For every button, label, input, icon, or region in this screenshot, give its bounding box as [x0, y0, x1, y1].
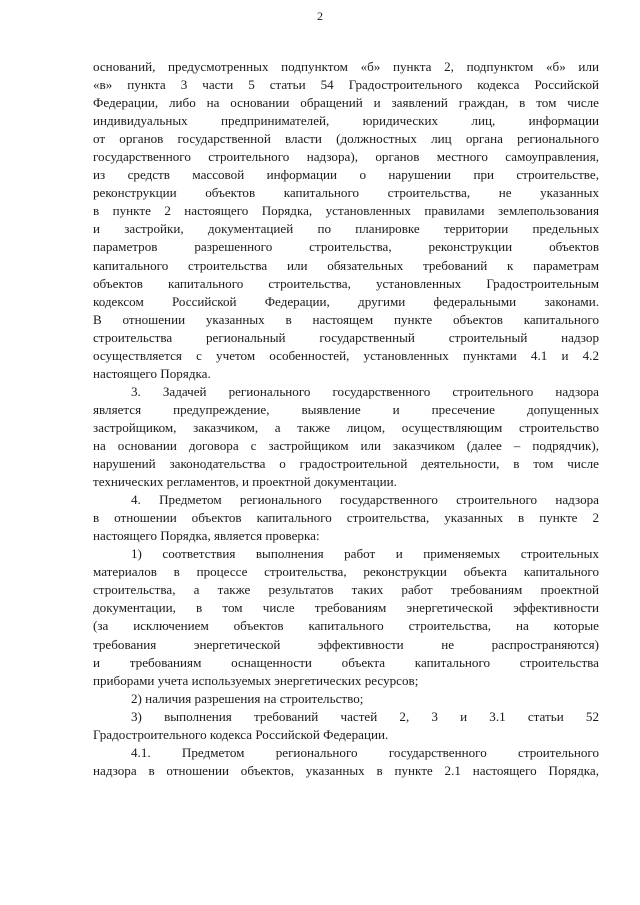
text-line: «в» пункта 3 части 5 статьи 54 Градостроительного кодекса Российской — [93, 77, 599, 93]
text-line: в пункте 2 настоящего Порядка, установленных правилами землепользования — [93, 203, 599, 219]
text-line: технических регламентов, и проектной документации. — [93, 474, 397, 490]
document-body — [93, 58, 599, 780]
text-line: капитального строительства или обязательных требований к параметрам — [93, 257, 599, 273]
text-line: 4. Предметом регионального государственного строительного надзора — [131, 492, 599, 508]
text-line: оснований, предусмотренных подпунктом «б» пункта 2, подпунктом «б» или — [93, 59, 599, 74]
text-line: индивидуальных предпринимателей, юридических лиц, информации — [93, 113, 599, 129]
text-line: (за исключением объектов капитального строительства, на которые — [93, 618, 599, 634]
text-line: 3. Задачей регионального государственного строительного надзора — [131, 383, 599, 399]
text-line: 2) наличия разрешения на строительство; — [131, 690, 364, 706]
text-line: и застройки, документацией по планировке территории предельных — [93, 221, 599, 237]
text-line: параметров разрешенного строительства, реконструкции объектов — [93, 239, 599, 255]
text-line: 1) соответствия выполнения работ и применяемых строительных — [131, 546, 599, 562]
text-line: Градостроительного кодекса Российской Федерации. — [93, 726, 389, 742]
text-line: и требованиям оснащенности объекта капитального строительства — [93, 654, 599, 670]
text-line: требования энергетической эффективности не распространяются) — [93, 636, 599, 652]
text-line: строительства региональный государственный строительный надзор — [93, 329, 599, 345]
text-line: объектов капитального строительства, установленных Градостроительным — [93, 275, 599, 291]
text-line: 4.1. Предметом регионального государственного строительного — [131, 744, 599, 760]
text-line: 3) выполнения требований частей 2, 3 и 3.1 статьи 52 — [131, 708, 599, 724]
text-line: приборами учета используемых энергетических ресурсов; — [93, 672, 419, 688]
text-line: является предупреждение, выявление и пресечение допущенных — [93, 401, 599, 417]
text-line: осуществляется с учетом особенностей, установленных пунктами 4.1 и 4.2 — [93, 347, 599, 363]
text-line: надзора в отношении объектов, указанных в пункте 2.1 настоящего Порядка, — [93, 762, 599, 778]
text-line: от органов государственной власти (должностных лиц органа регионального — [93, 131, 599, 147]
text-line: кодексом Российской Федерации, другими федеральными законами. — [93, 293, 599, 309]
text-line: строительства, а также результатов таких работ требованиям проектной — [93, 582, 599, 598]
text-line: на основании договора с застройщиком или заказчиком (далее – подрядчик), — [93, 437, 599, 453]
text-line: государственного строительного надзора), органов местного самоуправления, — [93, 149, 599, 165]
page-number: 2 — [317, 9, 323, 23]
text-line: в отношении объектов капитального строительства, указанных в пункте 2 — [93, 510, 599, 526]
text-line: из средств массовой информации о нарушении при строительстве, — [93, 167, 599, 183]
text-line: настоящего Порядка. — [93, 365, 211, 381]
text-line: Федерации, либо на основании обращений и заявлений граждан, в том числе — [93, 95, 599, 111]
text-line: настоящего Порядка, является проверка: — [93, 528, 320, 544]
text-line: реконструкции объектов капитального строительства, не указанных — [93, 185, 599, 201]
text-line: застройщиком, заказчиком, а также лицом, осуществляющим строительство — [93, 419, 599, 435]
text-line: В отношении указанных в настоящем пункте объектов капитального — [93, 311, 599, 327]
text-line: нарушений законодательства о градостроительной деятельности, в том числе — [93, 456, 599, 472]
text-line: документации, в том числе требованиям энергетической эффективности — [93, 600, 599, 616]
text-line: материалов в процессе строительства, реконструкции объекта капитального — [93, 564, 599, 580]
